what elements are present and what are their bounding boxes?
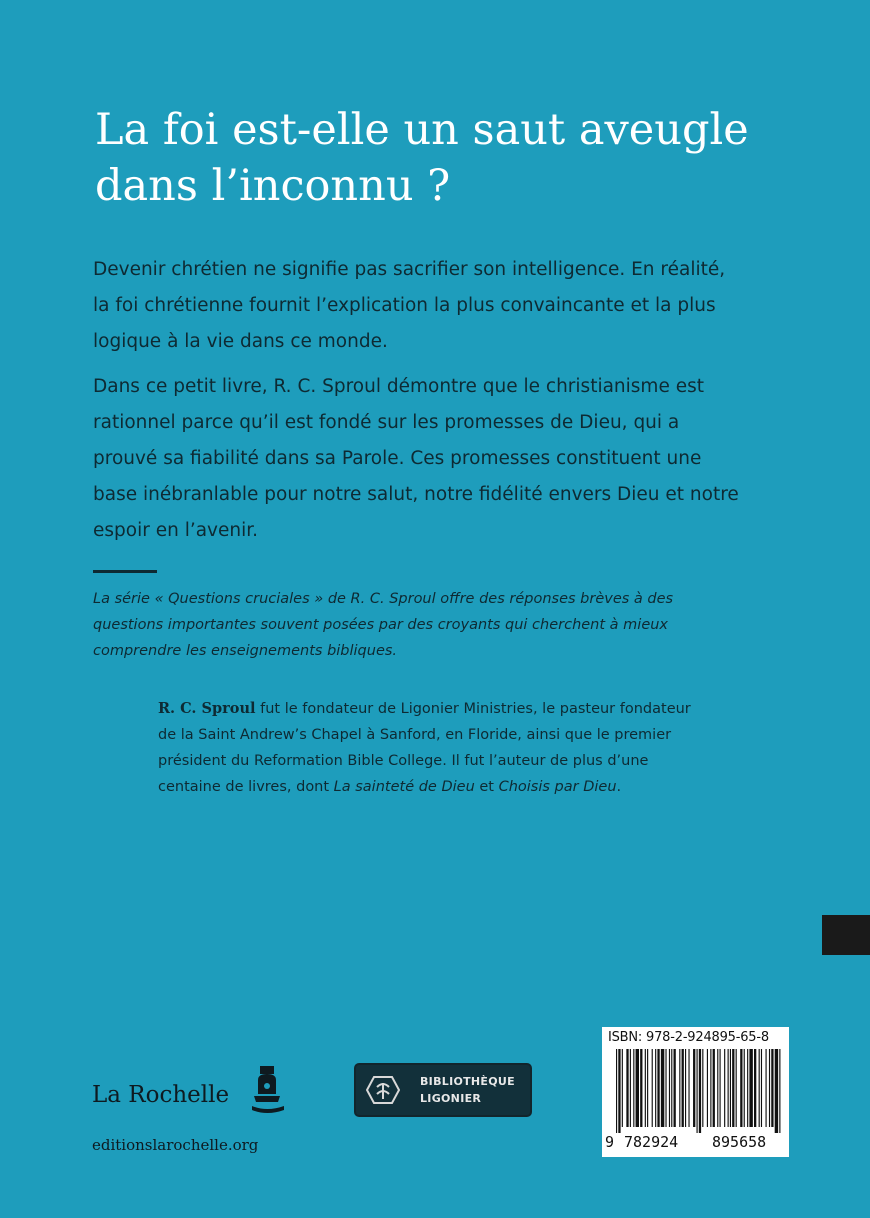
- summary-paragraph: [93, 369, 793, 549]
- ligonier-library-logo: [354, 1063, 532, 1117]
- text-line: comprendre les enseignements bibliques.: [93, 643, 398, 659]
- barcode-bar: [693, 1049, 695, 1127]
- text-line: rationnel parce qu’il est fondé sur les promesses de Dieu, qui a: [93, 412, 680, 433]
- text-line: base inébranlable pour notre salut, notre fidélité envers Dieu et notre: [93, 484, 739, 505]
- barcode-bar: [688, 1049, 689, 1127]
- barcode-digits-right: 895658: [712, 1133, 767, 1151]
- barcode-bar: [702, 1049, 703, 1127]
- ligonier-label: [420, 1073, 515, 1107]
- title-line: La foi est-elle un saut aveugle: [95, 105, 749, 155]
- barcode-digits-left: 782924: [624, 1133, 679, 1151]
- barcode-digit-lead: 9: [605, 1133, 615, 1151]
- barcode-bar: [671, 1049, 672, 1127]
- barcode-bar: [630, 1049, 631, 1127]
- isbn-barcode: [602, 1027, 789, 1157]
- bio-text: centaine de livres, dont: [158, 779, 334, 795]
- barcode-bar: [754, 1049, 756, 1127]
- barcode-bar: [655, 1049, 656, 1127]
- barcode-bar: [736, 1049, 737, 1127]
- barcode-bar: [769, 1049, 770, 1127]
- barcode-bar: [626, 1049, 628, 1127]
- text-line: prouvé sa fiabilité dans sa Parole. Ces promesses constituent une: [93, 448, 702, 469]
- barcode-bar: [724, 1049, 725, 1127]
- barcode-bar: [674, 1049, 676, 1127]
- barcode-bar: [652, 1049, 653, 1127]
- text-line: questions importantes souvent posées par des croyants qui cherchent à mieux: [93, 617, 669, 633]
- text-line: la foi chrétienne fournit l’explication la plus convaincante et la plus: [93, 295, 716, 316]
- barcode-bar: [771, 1049, 773, 1127]
- barcode-bar: [749, 1049, 752, 1127]
- barcode-bar: [699, 1049, 701, 1133]
- barcode-bar: [732, 1049, 734, 1127]
- barcode-bar: [759, 1049, 760, 1127]
- barcode-bar: [766, 1049, 767, 1127]
- barcode-bar: [685, 1049, 686, 1127]
- bio-text: .: [616, 779, 622, 795]
- text-line: logique à la vie dans ce monde.: [93, 331, 388, 352]
- barcode-bar: [697, 1049, 698, 1133]
- edge-tab-marker: [822, 915, 870, 955]
- label-line: LIGONIER: [420, 1092, 482, 1105]
- bio-text: fut le fondateur de Ligonier Ministries, le pasteur fondateur: [255, 701, 691, 717]
- barcode-bar: [645, 1049, 646, 1127]
- barcode-bar: [682, 1049, 684, 1127]
- title-line: dans l’inconnu ?: [95, 161, 451, 211]
- text-line: président du Reformation Bible College. Il fut l’auteur de plus d’une: [158, 753, 649, 769]
- author-bio: [158, 696, 818, 800]
- barcode-bar: [665, 1049, 666, 1127]
- barcode-bar: [707, 1049, 708, 1127]
- barcode-digits: [602, 1133, 789, 1155]
- barcode-bar: [747, 1049, 748, 1127]
- text-line: La série « Questions cruciales » de R. C. Sproul offre des réponses brèves à des: [93, 591, 674, 607]
- bell-icon: [248, 1062, 288, 1120]
- barcode-bar: [720, 1049, 721, 1127]
- isbn-label: ISBN: 978-2-924895-65-8: [608, 1030, 769, 1045]
- barcode-bar: [728, 1049, 729, 1127]
- label-line: BIBLIOTHÈQUE: [420, 1075, 515, 1088]
- text-line: [158, 774, 818, 800]
- barcode-bar: [647, 1049, 648, 1127]
- barcode-bar: [761, 1049, 762, 1127]
- barcode-bar: [679, 1049, 680, 1127]
- intro-paragraph: [93, 252, 793, 360]
- barcode-bar: [618, 1049, 620, 1133]
- barcode-bar: [730, 1049, 731, 1127]
- book-title: La sainteté de Dieu: [333, 779, 475, 795]
- barcode-bar: [740, 1049, 742, 1127]
- barcode-bar: [616, 1049, 617, 1133]
- text-line: Dans ce petit livre, R. C. Sproul démontre que le christianisme est: [93, 376, 704, 397]
- text-line: Devenir chrétien ne signifie pas sacrifier son intelligence. En réalité,: [93, 259, 726, 280]
- text-line: espoir en l’avenir.: [93, 520, 259, 541]
- bio-text: et: [474, 779, 499, 795]
- barcode-bar: [710, 1049, 711, 1127]
- ligonier-emblem-icon: [366, 1075, 400, 1105]
- barcode-bar: [622, 1049, 623, 1127]
- barcode-bar: [775, 1049, 778, 1133]
- publisher-website: editionslarochelle.org: [92, 1136, 259, 1154]
- barcode-bar: [636, 1049, 639, 1127]
- barcode-bar: [633, 1049, 634, 1127]
- barcode-bars: [614, 1049, 784, 1133]
- text-line: [158, 696, 818, 722]
- barcode-bar: [744, 1049, 745, 1127]
- barcode-bar: [717, 1049, 718, 1127]
- text-line: de la Saint Andrew’s Chapel à Sanford, en Floride, ainsi que le premier: [158, 727, 672, 743]
- barcode-bar: [657, 1049, 659, 1127]
- publisher-logo: [92, 1062, 302, 1132]
- barcode-bar: [713, 1049, 715, 1127]
- barcode-bar: [669, 1049, 670, 1127]
- barcode-bar: [779, 1049, 780, 1133]
- publisher-name: La Rochelle: [92, 1082, 230, 1108]
- book-title: Choisis par Dieu: [498, 779, 617, 795]
- barcode-bar: [640, 1049, 642, 1127]
- section-divider: [93, 570, 157, 573]
- series-description: [93, 586, 813, 664]
- barcode-bar: [661, 1049, 664, 1127]
- cover-title: [95, 102, 835, 214]
- author-name: R. C. Sproul: [158, 700, 256, 717]
